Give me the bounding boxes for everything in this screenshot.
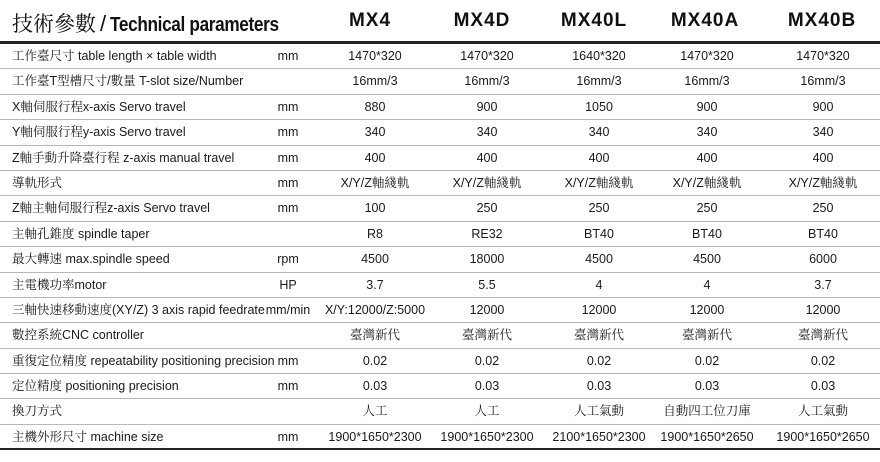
spec-value: 0.03 — [362, 379, 388, 394]
spec-label: Z軸手動升降臺行程 z-axis manual travel — [12, 150, 235, 165]
spec-value: 1900*1650*2300 — [440, 429, 534, 444]
spec-value: 340 — [812, 125, 834, 140]
spec-label: 主軸孔錐度 spindle taper — [12, 226, 150, 241]
spec-label: 工作臺尺寸 table length × table width — [12, 49, 217, 63]
spec-value: 人工氣動 — [797, 404, 848, 419]
table-row — [0, 146, 880, 171]
spec-value: 340 — [696, 125, 718, 140]
spec-unit: mm — [277, 429, 299, 444]
spec-value: 1470*320 — [796, 49, 850, 63]
table-header — [0, 0, 880, 44]
table-row — [0, 425, 880, 450]
spec-label: 最大轉速 max.spindle speed — [12, 252, 170, 267]
spec-unit: HP — [279, 277, 297, 292]
spec-value: 0.03 — [810, 379, 836, 394]
spec-value: 臺灣新代 — [573, 328, 624, 343]
spec-unit: rpm — [277, 252, 299, 267]
spec-value: R8 — [367, 226, 383, 241]
spec-label: 定位精度 positioning precision — [12, 379, 179, 394]
spec-value: 3.7 — [814, 277, 832, 292]
spec-value: 900 — [812, 99, 834, 114]
spec-value: BT40 — [808, 226, 838, 241]
spec-value: 16mm/3 — [800, 74, 846, 89]
model-header: MX4 — [348, 10, 392, 31]
spec-value: 250 — [588, 201, 610, 216]
spec-label: 主電機功率motor — [12, 277, 107, 292]
spec-value: 1470*320 — [680, 49, 734, 63]
spec-value: 0.02 — [362, 353, 388, 368]
spec-value: 0.03 — [586, 379, 612, 394]
spec-value: 0.02 — [474, 353, 500, 368]
spec-value: 400 — [696, 150, 718, 165]
spec-value: 16mm/3 — [352, 74, 398, 89]
spec-label: 主機外形尺寸 machine size — [12, 429, 164, 444]
spec-unit: mm — [277, 201, 299, 216]
spec-unit: mm/min — [265, 302, 311, 317]
spec-value: 0.02 — [694, 353, 720, 368]
spec-value: 12000 — [805, 302, 841, 317]
table-row — [0, 349, 880, 374]
spec-value: 900 — [476, 99, 498, 114]
table-row — [0, 222, 880, 247]
spec-value: 臺灣新代 — [681, 328, 732, 343]
spec-value: 1640*320 — [572, 49, 626, 63]
spec-value: 1470*320 — [348, 49, 402, 63]
spec-value: RE32 — [471, 226, 503, 241]
spec-value: 16mm/3 — [684, 74, 730, 89]
spec-value: X/Y/Z軸綫軌 — [564, 175, 634, 190]
spec-value: 4 — [703, 277, 711, 292]
spec-label: X軸伺服行程x-axis Servo travel — [12, 99, 186, 114]
table-row — [0, 374, 880, 399]
spec-value: 16mm/3 — [576, 74, 622, 89]
spec-value: 12000 — [469, 302, 505, 317]
spec-value: 0.03 — [694, 379, 720, 394]
spec-value: 0.02 — [586, 353, 612, 368]
spec-label: 換刀方式 — [12, 404, 63, 419]
spec-value: 250 — [812, 201, 834, 216]
spec-value: 人工 — [362, 404, 388, 419]
spec-value: 自動四工位刀庫 — [663, 404, 751, 419]
spec-label: 工作臺T型槽尺寸/數量 T-slot size/Number — [12, 74, 244, 89]
spec-value: 250 — [476, 201, 498, 216]
spec-value: 1900*1650*2650 — [660, 429, 754, 444]
model-header: MX40B — [787, 10, 857, 31]
spec-value: 340 — [364, 125, 386, 140]
spec-value: 6000 — [809, 252, 837, 267]
spec-value: 100 — [364, 201, 386, 216]
spec-value: 臺灣新代 — [349, 328, 400, 343]
table-row — [0, 247, 880, 272]
spec-label: Y軸伺服行程y-axis Servo travel — [12, 125, 186, 140]
spec-value: 4500 — [693, 252, 721, 267]
table-row — [0, 171, 880, 196]
table-row — [0, 298, 880, 323]
spec-value: 18000 — [469, 252, 505, 267]
spec-table-body — [0, 44, 880, 450]
spec-unit: mm — [277, 49, 299, 63]
spec-value: 人工氣動 — [573, 404, 624, 419]
spec-value: 0.03 — [474, 379, 500, 394]
spec-value: 340 — [476, 125, 498, 140]
spec-value: 臺灣新代 — [461, 328, 512, 343]
spec-unit: mm — [277, 99, 299, 114]
spec-value: 4500 — [585, 252, 613, 267]
spec-label: Z軸主軸伺服行程z-axis Servo travel — [12, 201, 210, 216]
spec-value: BT40 — [584, 226, 614, 241]
spec-unit: mm — [277, 175, 299, 190]
spec-value: X/Y:12000/Z:5000 — [324, 302, 426, 317]
spec-value: 臺灣新代 — [797, 328, 848, 343]
spec-value: 400 — [364, 150, 386, 165]
spec-label: 三軸快速移動速度(XY/Z) 3 axis rapid feedrate — [12, 302, 265, 317]
table-row — [0, 95, 880, 120]
spec-value: 880 — [364, 99, 386, 114]
spec-value: 12000 — [581, 302, 617, 317]
spec-value: 250 — [696, 201, 718, 216]
spec-value: 2100*1650*2300 — [552, 429, 646, 444]
spec-unit: mm — [277, 125, 299, 140]
spec-value: X/Y/Z軸綫軌 — [452, 175, 522, 190]
model-header: MX40A — [670, 10, 740, 31]
spec-value: 人工 — [474, 404, 500, 419]
spec-value: 400 — [812, 150, 834, 165]
spec-value: X/Y/Z軸綫軌 — [340, 175, 410, 190]
model-header: MX40L — [560, 10, 628, 31]
table-row — [0, 196, 880, 221]
spec-label: 導軌形式 — [12, 175, 63, 190]
spec-value: 900 — [696, 99, 718, 114]
table-row — [0, 273, 880, 298]
page-title — [12, 8, 306, 38]
model-header: MX4D — [453, 10, 511, 31]
spec-value: 1470*320 — [460, 49, 514, 63]
spec-value: BT40 — [692, 226, 722, 241]
table-row — [0, 323, 880, 348]
spec-value: X/Y/Z軸綫軌 — [672, 175, 742, 190]
spec-value: 0.02 — [810, 353, 836, 368]
title-separator: / — [100, 11, 107, 36]
spec-unit: mm — [277, 353, 299, 368]
spec-value: 3.7 — [366, 277, 384, 292]
spec-value: 12000 — [689, 302, 725, 317]
spec-value: 400 — [588, 150, 610, 165]
title-english: Technical parameters — [110, 14, 279, 36]
spec-value: X/Y/Z軸綫軌 — [788, 175, 858, 190]
table-row — [0, 120, 880, 145]
spec-value: 5.5 — [478, 277, 496, 292]
spec-value: 340 — [588, 125, 610, 140]
spec-value: 400 — [476, 150, 498, 165]
spec-unit: mm — [277, 379, 299, 394]
spec-label: 重復定位精度 repeatability positioning precision — [12, 353, 275, 368]
spec-value: 16mm/3 — [464, 74, 510, 89]
table-row — [0, 69, 880, 94]
spec-value: 1900*1650*2300 — [328, 429, 422, 444]
spec-label: 數控系統CNC controller — [12, 328, 144, 343]
table-row — [0, 399, 880, 424]
spec-unit: mm — [277, 150, 299, 165]
spec-value: 1050 — [585, 99, 613, 114]
title-chinese: 技術參數 — [12, 12, 96, 36]
spec-value: 4 — [595, 277, 603, 292]
spec-value: 4500 — [361, 252, 389, 267]
table-row — [0, 44, 880, 69]
spec-value: 1900*1650*2650 — [776, 429, 870, 444]
